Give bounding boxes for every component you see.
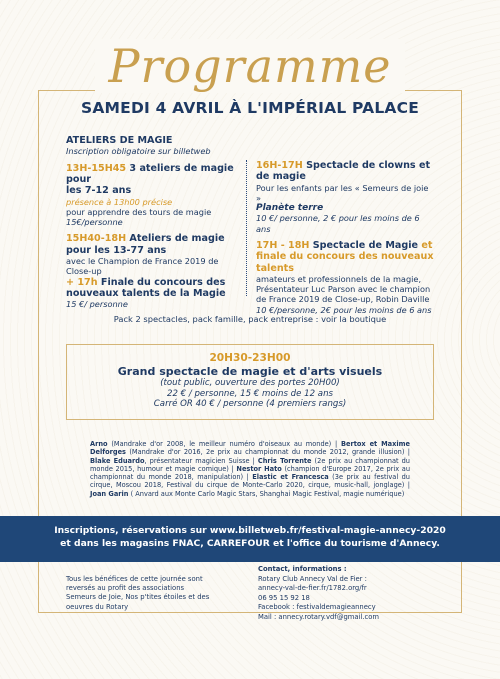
contact-facebook[interactable]: Facebook : festivaldemagieannecy	[258, 603, 376, 612]
show-1-title: 16H-17H Spectacle de clowns et de magie	[256, 160, 431, 183]
workshops-column: ATELIERS DE MAGIE Inscription obligatoire sur billetweb 13H-15H45 3 ateliers de magie pour les 7-12 ans présence à 13h00 précise pour apprendre des tours de magie 15€/personne 15H40-18H Ateliers de magie pour les 13-77 ans avec le Champion de France 2019 de Close-up + 17h Finale du concours des nouveaux talents de la Magie 15 €/ personne	[66, 135, 244, 310]
column-divider	[246, 160, 247, 296]
session-1-presence: présence à 13h00 précise	[66, 196, 173, 207]
page-title: Programme	[0, 38, 500, 94]
contact-website[interactable]: annecy-val-de-fier.fr/1782.org/fr	[258, 584, 367, 593]
benefits-note: Tous les bénéfices de cette journée sont reversés au profit des associations Semeurs de Joie, Nos p'tites étoiles et des oeuvres du Rotary	[66, 575, 210, 611]
workshops-heading: ATELIERS DE MAGIE	[66, 135, 173, 146]
evening-sub: (tout public, ouverture des portes 20H00)	[160, 378, 340, 388]
session-2-desc: avec le Champion de France 2019 de Close-up	[66, 256, 219, 277]
contact-mail[interactable]: Mail : annecy.rotary.vdf@gmail.com	[258, 612, 380, 621]
session-1-desc: pour apprendre des tours de magie	[66, 207, 212, 218]
show-2-price: 10 €/personne, 2€ pour les moins de 6 ans	[256, 304, 432, 315]
workshops-note: Inscription obligatoire sur billetweb	[66, 146, 211, 157]
evening-title: Grand spectacle de magie et d'arts visuels	[117, 365, 383, 378]
contact-block: Contact, informations : Rotary Club Annecy Val de Fier : annecy-val-de-fier.fr/1782.org/fr 06 95 15 92 18 Facebook : festivaldemagieannecy Mail : annecy.rotary.vdf@gmail.com	[258, 565, 438, 623]
session-2-price: 15 €/ personne	[66, 299, 128, 310]
shows-column	[256, 160, 434, 315]
show-2-desc: amateurs et professionnels de la magie, Présentateur Luc Parson avec le champion de France 2019 de Close-up, Robin Daville	[256, 274, 431, 305]
evening-time: 20H30-23H00	[209, 352, 291, 364]
billetweb-link[interactable]: www.billetweb.fr/festival-magie-annecy-2020	[209, 525, 446, 536]
show-1-price: 10 €/ personne, 2 € pour les moins de 6 ans	[256, 213, 420, 234]
show-2-title: 17H - 18H Spectacle de Magie et finale du concours des nouveaux talents	[256, 239, 434, 274]
registration-banner: Inscriptions, réservations sur www.billetweb.fr/festival-magie-annecy-2020 et dans les magasins FNAC, CARREFOUR et l'office du tourisme d'Annecy.	[0, 516, 500, 562]
session-1-title: 13H-15H45 3 ateliers de magie pour	[66, 162, 234, 186]
evening-show-box	[66, 344, 434, 420]
contact-phone: 06 95 15 92 18	[258, 593, 310, 602]
evening-price-1: 22 € / personne, 15 € moins de 12 ans	[166, 388, 334, 399]
artists-list: Arno (Mandrake d'or 2008, le meilleur numéro d'oiseaux au monde) | Bertox et Maxime Delforges (Mandrake d'or 2016, 2e prix au championnat du monde 2012, grande illusion) | Blake Eduardo, présentateur magicien Suisse | Chris Torrente (2e prix au championnat du monde 2015, humour et magie comique) | Nestor Hato (champion d'Europe 2017, 2e prix au championnat du monde 2018, manipulation) | Elastic et Francesca (3e prix au festival du cirque, Moscou 2018, Festival du cirque de Monte-Carlo 2020, cirque, music-hall, jonglage) | Joan Garin ( Anvard aux Monte Carlo Magic Stars, Shanghai Magic Festival, magie numérique)	[90, 440, 411, 498]
session-2-title: 15H40-18H Ateliers de magie	[66, 233, 225, 245]
pack-info: Pack 2 spectacles, pack famille, pack entreprise : voir la boutique	[113, 314, 387, 324]
page-subtitle: SAMEDI 4 AVRIL À L'IMPÉRIAL PALACE	[81, 99, 419, 117]
session-2-final: + 17h Finale du concours des nouveaux talents de la Magie	[66, 276, 226, 300]
show-1-name: Planète terre	[256, 203, 324, 214]
contact-title: Contact, informations :	[258, 565, 347, 573]
evening-price-2: Carré OR 40 € / personne (4 premiers rangs)	[153, 399, 347, 410]
show-1-desc: Pour les enfants par les « Semeurs de joie »	[256, 182, 429, 204]
session-1-price: 15€/personne	[66, 217, 123, 228]
